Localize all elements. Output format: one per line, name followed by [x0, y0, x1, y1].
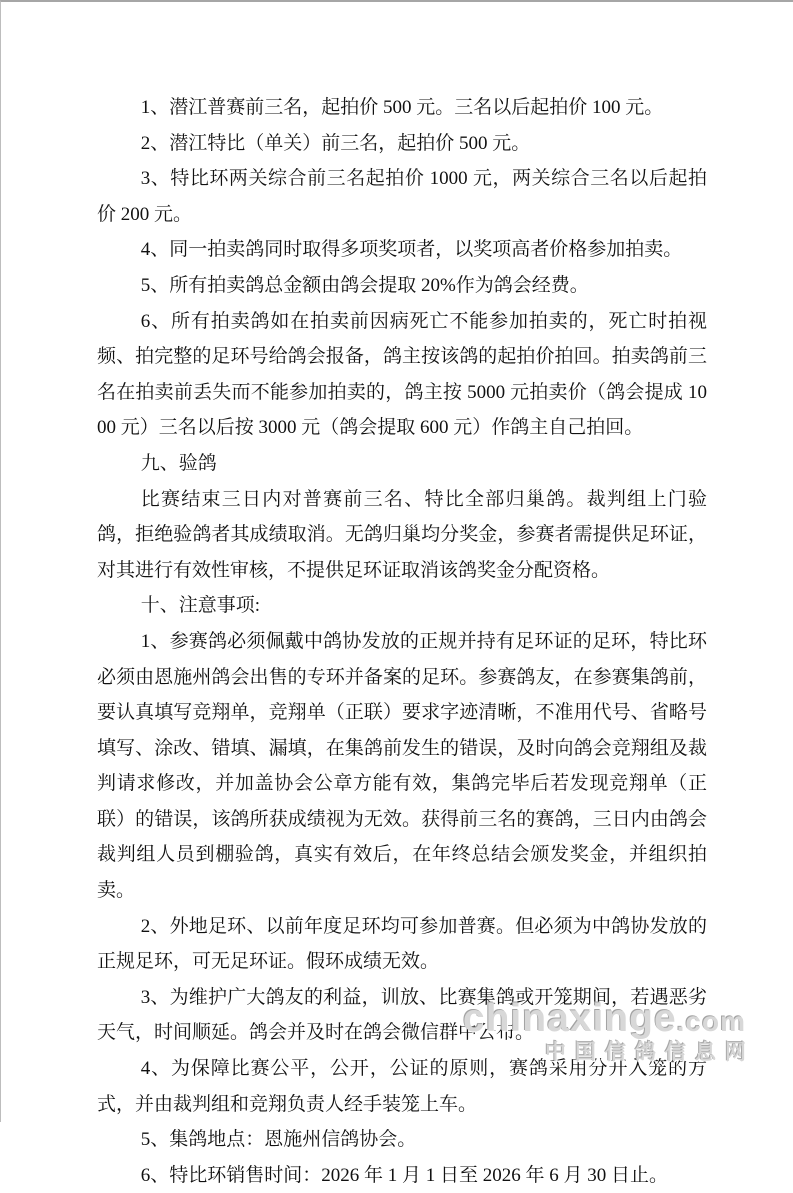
paragraph-auction-item-4: 4、同一拍卖鸽同时取得多项奖项者，以奖项高者价格参加拍卖。	[140, 239, 683, 261]
paragraph-auction-item-1: 1、潜江普赛前三名，起拍价 500 元。三名以后起拍价 100 元。	[140, 97, 664, 118]
paragraph-auction-item-2: 2、潜江特比（单关）前三名，起拍价 500 元。	[140, 132, 531, 154]
paragraph-note-2: 2、外地足环、以前年度足环均可参加普赛。但必须为中鸽协发放的正规足环，可无足环证。假环成绩无效。	[97, 915, 707, 973]
paragraph-inspection-rules: 比赛结束三日内对普赛前三名、特比全部归巢鸽。裁判组上门验鸽，拒绝验鸽者其成绩取消。无鸽归巢均分奖金，参赛者需提供足环证，对其进行有效性审核，不提供足环证取消该鸽奖金分配资格。	[97, 488, 707, 581]
paragraph-note-1: 1、参赛鸽必须佩戴中鸽协发放的正规并持有足环证的足环，特比环必须由恩施州鸽会出售的专环并备案的足环。参赛鸽友，在参赛集鸽前，要认真填写竞翔单，竞翔单（正联）要求字迹清晰，不准用代号、省略号填写、涂改、错填、漏填，在集鸽前发生的错误，及时向鸽会竞翔组及裁判请求修改，并加盖协会公章方能有效，集鸽完毕后若发现竞翔单（正联）的错误，该鸽所获成绩视为无效。获得前三名的赛鸽，三日内由鸽会裁判组人员到棚验鸽，真实有效后，在年终总结会颁发奖金，并组织拍卖。	[97, 630, 707, 902]
watermark	[462, 997, 755, 1064]
paragraph-note-6: 6、特比环销售时间：2026 年 1 月 1 日至 2026 年 6 月 30 日止。	[140, 1164, 668, 1186]
paragraph-auction-item-3: 3、特比环两关综合前三名起拍价 1000 元，两关综合三名以后起拍价 200 元。	[97, 168, 707, 225]
paragraph-note-5: 5、集鸽地点：恩施州信鸽协会。	[140, 1129, 417, 1151]
paragraph-auction-item-5: 5、所有拍卖鸽总金额由鸽会提取 20%作为鸽会经费。	[140, 274, 589, 296]
watermark-domain	[463, 999, 746, 1038]
section-heading-10-notes: 十、注意事项:	[140, 595, 260, 617]
paragraph-note-3: 3、为维护广大鸽友的利益，训放、比赛集鸽或开笼期间，若遇恶劣天气，时间顺延。鸽会并及时在鸽会微信群中公布。	[97, 986, 707, 1044]
watermark-domain-suffix: .com	[676, 1006, 746, 1037]
paragraph-auction-item-6: 6、所有拍卖鸽如在拍卖前因病死亡不能参加拍卖的，死亡时拍视频、拍完整的足环号给鸽会报备，鸽主按该鸽的起拍价拍回。拍卖鸽前三名在拍卖前丢失而不能参加拍卖的，鸽主按 5000 元拍卖价（鸽会提成 1000 元）三名以后按 3000 元（鸽会提取 600 元）作鸽主自己拍回。	[97, 310, 707, 439]
watermark-domain-main: chinaxinge	[462, 997, 677, 1040]
watermark-site-name: 中国信鸽信息网	[545, 1041, 755, 1064]
section-heading-9-pigeon-inspection: 九、验鸽	[140, 452, 217, 474]
paragraph-note-4: 4、为保障比赛公平，公开，公证的原则，赛鸽采用分开入笼的方式，并由裁判组和竞翔负责人经手装笼上车。	[97, 1058, 707, 1115]
